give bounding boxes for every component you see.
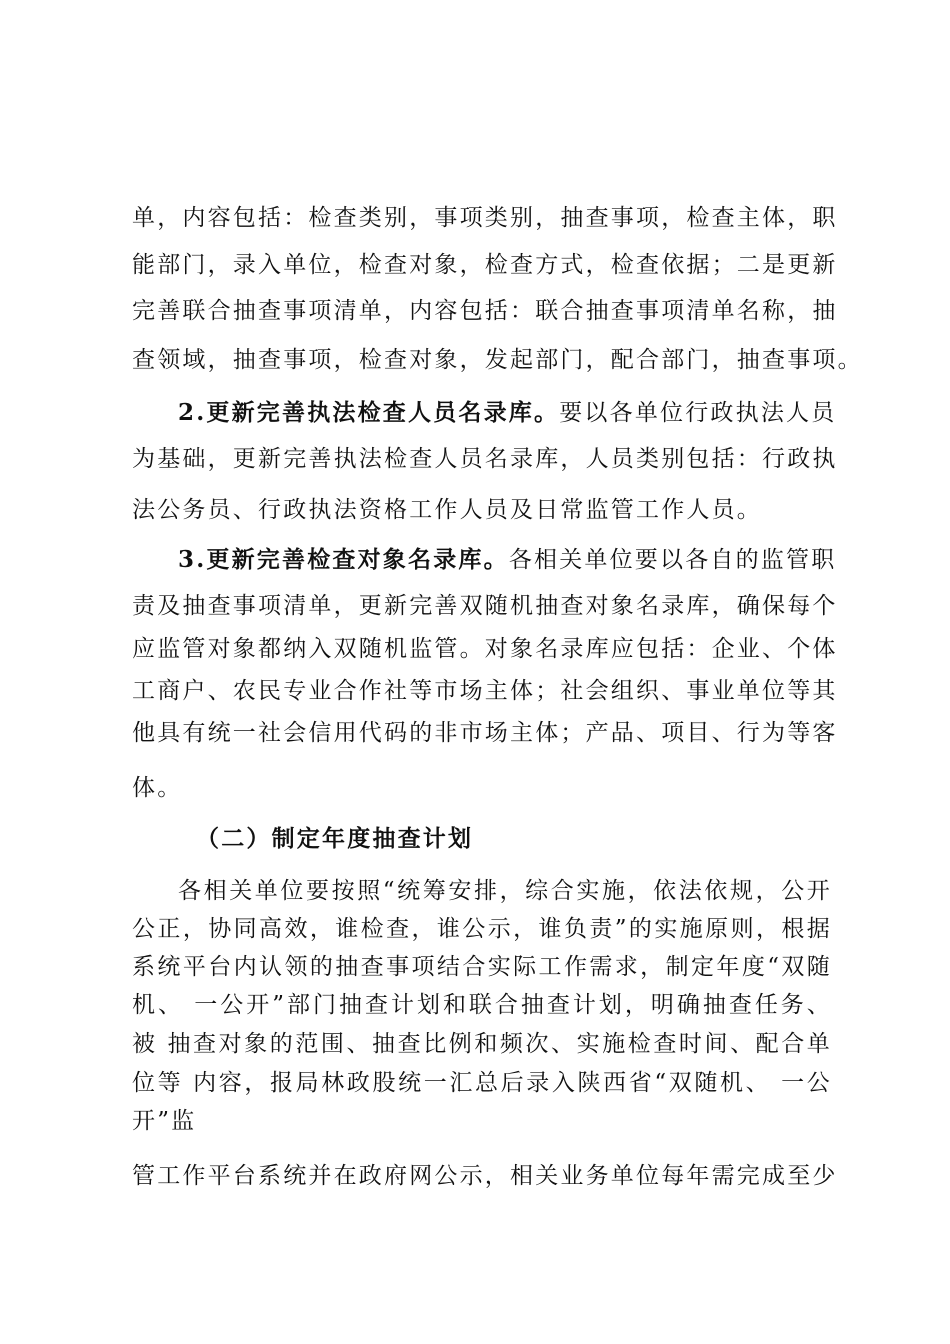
text-line: 责及抽查事项清单，更新完善双随机抽查对象名录库，确保每个 (132, 593, 838, 619)
text-line (178, 545, 837, 575)
text-line (178, 398, 837, 428)
text-line: 系统平台内认领的抽查事项结合实际工作需求，制定年度“双随 (132, 954, 832, 980)
text-line: 完善联合抽查事项清单，内容包括：联合抽查事项清单名称，抽 (132, 298, 838, 324)
paragraph-lead: 2.更新完善执法检查人员名录库。 (178, 399, 560, 426)
text-line: 应监管对象都纳入双随机监管。对象名录库应包括：企业、个体 (132, 636, 838, 662)
text-line: 管工作平台系统并在政府网公示，相关业务单位每年需完成至少 (132, 1163, 838, 1189)
text-line: 能部门，录入单位，检查对象，检查方式，检查依据；二是更新 (132, 252, 838, 278)
text-line: 单，内容包括：检查类别，事项类别，抽查事项，检查主体，职 (132, 205, 838, 231)
text-line: 工商户、农民专业合作社等市场主体；社会组织、事业单位等其 (132, 678, 838, 704)
text-line: 各相关单位要按照“统筹安排，综合实施，依法依规，公开 (178, 878, 832, 904)
text-line: 开”监 (132, 1108, 197, 1134)
text-line: 法公务员、行政执法资格工作人员及日常监管工作人员。 (132, 497, 762, 523)
text-line: 被 抽查对象的范围、抽查比例和频次、实施检查时间、配合单 (132, 1031, 832, 1057)
text-line: 体。 (132, 775, 183, 801)
paragraph-lead: 3.更新完善检查对象名录库。 (178, 546, 509, 573)
text-line: 公正，协同高效，谁检查，谁公示，谁负责”的实施原则，根据 (132, 916, 832, 942)
text-line: 他具有统一社会信用代码的非市场主体；产品、项目、行为等客 (132, 720, 838, 746)
text-line: 位等 内容，报局林政股统一汇总后录入陕西省“双随机、 一公 (132, 1070, 832, 1096)
text-line: 查领域，抽查事项，检查对象，发起部门，配合部门，抽查事项。 (132, 347, 863, 373)
paragraph-text: 各相关单位要以各自的监管职 (508, 547, 837, 573)
text-line: 为基础，更新完善执法检查人员名录库，人员类别包括：行政执 (132, 446, 838, 472)
text-line: 机、 一公开”部门抽查计划和联合抽查计划，明确抽查任务、 (132, 992, 832, 1018)
paragraph-text: 要以各单位行政执法人员 (559, 400, 837, 426)
section-heading: （二）制定年度抽查计划 (196, 825, 474, 852)
